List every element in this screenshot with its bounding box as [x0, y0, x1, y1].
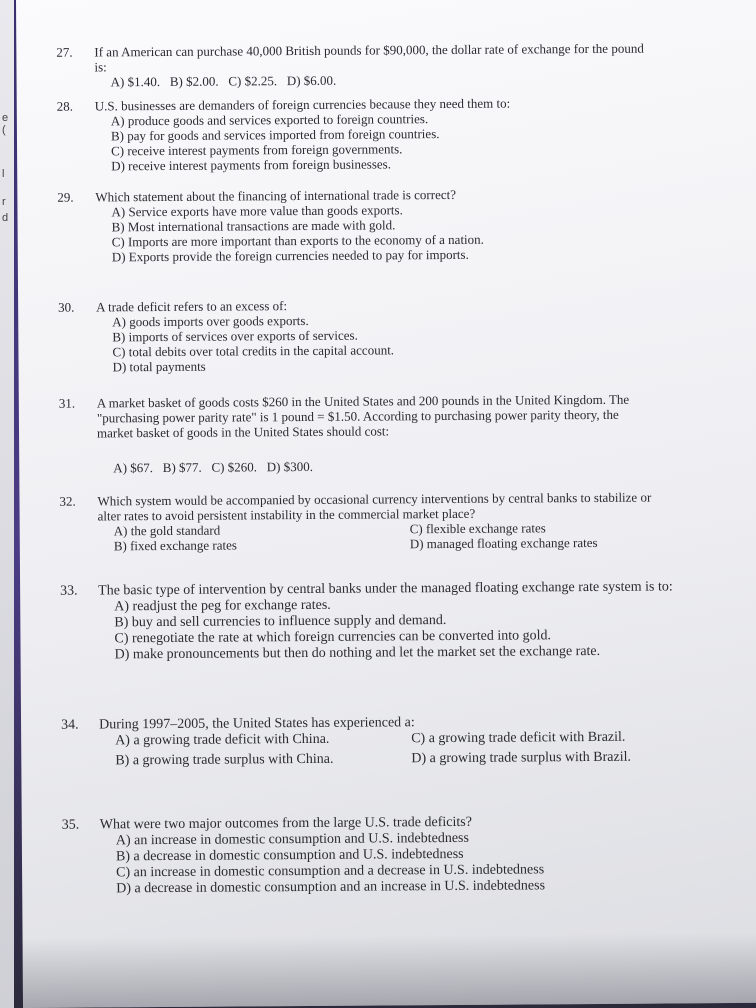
option-d: D) total payments	[112, 358, 206, 375]
question-35	[61, 813, 751, 898]
option-a: A) goods imports over goods exports.	[112, 312, 309, 330]
question-stem: A market basket of goods costs $260 in the United States and 200 pounds in the United Kingdom. The "purchasing power parity rate" is 1 pound = $1.50. According to purchasing power parity theory, the market basket of goods in the United States should cost:	[96, 391, 630, 441]
option-c: C) flexible exchange rates	[409, 520, 546, 537]
option-a: A) an increase in domestic consumption and U.S. indebtedness	[115, 830, 469, 849]
option-c: C) $2.25.	[228, 73, 278, 89]
question-number: 35.	[61, 817, 80, 833]
answer-options	[95, 200, 735, 264]
edge-letter: e	[2, 112, 9, 124]
option-a: A) produce goods and services exported to foreign countries.	[110, 111, 429, 129]
exam-page	[16, 0, 756, 1008]
answer-options	[97, 456, 737, 475]
option-c: C) renegotiate the rate at which foreign currencies can be converted into gold.	[114, 628, 552, 647]
question-number: 28.	[56, 98, 74, 114]
option-c: C) Imports are more important than exports to the economy of a nation.	[111, 231, 484, 250]
option-b: B) $77.	[162, 459, 202, 475]
question-stem: What were two major outcomes from the large U.S. trade deficits?	[99, 814, 472, 833]
option-b: B) imports of services over exports of services.	[112, 327, 358, 345]
question-33	[60, 579, 749, 664]
option-d: D) make pronouncements but then do nothing and let the market set the exchange rate.	[114, 643, 601, 663]
question-stem: The basic type of intervention by central banks under the managed floating exchange rate system is to:	[98, 579, 673, 599]
answer-options	[95, 70, 735, 89]
option-a: A) $67.	[113, 460, 154, 476]
answer-options	[95, 109, 735, 173]
option-b: B) Most international transactions are made with gold.	[111, 217, 396, 235]
edge-letter: d	[2, 212, 9, 224]
option-b: B) buy and sell currencies to influence supply and demand.	[114, 613, 447, 631]
option-a: A) the gold standard	[113, 522, 221, 539]
option-b: B) pay for goods and services imported from foreign countries.	[110, 126, 440, 144]
option-c: C) total debits over total credits in the capital account.	[112, 342, 395, 360]
option-d: D) managed floating exchange rates	[409, 534, 598, 552]
question-number: 27.	[56, 44, 73, 60]
edge-letter: (	[2, 124, 6, 136]
question-31	[58, 391, 738, 476]
option-d: D) receive interest payments from foreign businesses.	[111, 156, 391, 174]
question-30	[58, 295, 737, 375]
edge-letter: r	[2, 196, 6, 208]
option-a: A) a growing trade deficit with China.	[115, 731, 330, 749]
question-number: 33.	[60, 583, 78, 599]
edge-letter: l	[2, 168, 5, 180]
question-number: 30.	[58, 299, 75, 315]
option-b: B) fixed exchange rates	[113, 537, 237, 554]
option-c: C) $260.	[211, 459, 258, 475]
adjacent-page-edge	[0, 0, 14, 1008]
option-d: D) a decrease in domestic consumption and an increase in U.S. indebtedness	[116, 878, 546, 897]
question-27	[56, 40, 734, 90]
option-d: D) a growing trade surplus with Brazil.	[411, 749, 632, 767]
question-stem: U.S. businesses are demanders of foreign currencies because they need them to:	[94, 95, 511, 114]
photo-shadow	[23, 933, 756, 1008]
answer-options	[99, 729, 749, 770]
question-34	[61, 713, 749, 770]
option-d: D) $6.00.	[286, 72, 337, 89]
question-stem: During 1997–2005, the United States has experienced a:	[99, 715, 415, 733]
option-b: B) a decrease in domestic consumption and U.S. indebtedness	[115, 846, 464, 865]
question-28	[56, 94, 736, 174]
question-stem: If an American can purchase 40,000 British pounds for $90,000, the dollar rate of exchange for the pound is:	[94, 40, 644, 75]
answer-options	[98, 595, 748, 664]
question-stem: Which system would be accompanied by occasional currency interventions by central banks to stabilize or alter rates to avoid persistent instability in the commercial market place?	[97, 489, 652, 524]
option-b: B) a growing trade surplus with China.	[115, 751, 334, 769]
question-number: 32.	[59, 493, 76, 509]
answer-options	[98, 519, 748, 554]
option-a: A) $1.40.	[110, 73, 161, 90]
option-d: D) Exports provide the foreign currencies needed to pay for imports.	[111, 246, 469, 265]
question-stem: A trade deficit refers to an excess of:	[96, 298, 288, 315]
answer-options	[100, 829, 750, 898]
question-stem: Which statement about the financing of international trade is correct?	[95, 186, 457, 205]
option-a: A) Service exports have more value than goods exports.	[111, 202, 403, 220]
answer-options	[96, 310, 736, 374]
option-c: C) a growing trade deficit with Brazil.	[411, 729, 626, 747]
question-number: 29.	[57, 189, 74, 205]
question-number: 31.	[58, 395, 76, 411]
option-d: D) $300.	[266, 458, 314, 475]
option-b: B) $2.00.	[169, 73, 219, 89]
option-a: A) readjust the peg for exchange rates.	[114, 597, 331, 615]
question-32	[59, 489, 747, 554]
question-number: 34.	[61, 717, 79, 733]
question-29	[57, 185, 736, 265]
option-c: C) receive interest payments from foreign governments.	[111, 141, 403, 159]
option-c: C) an increase in domestic consumption and a decrease in U.S. indebtedness	[116, 862, 545, 881]
